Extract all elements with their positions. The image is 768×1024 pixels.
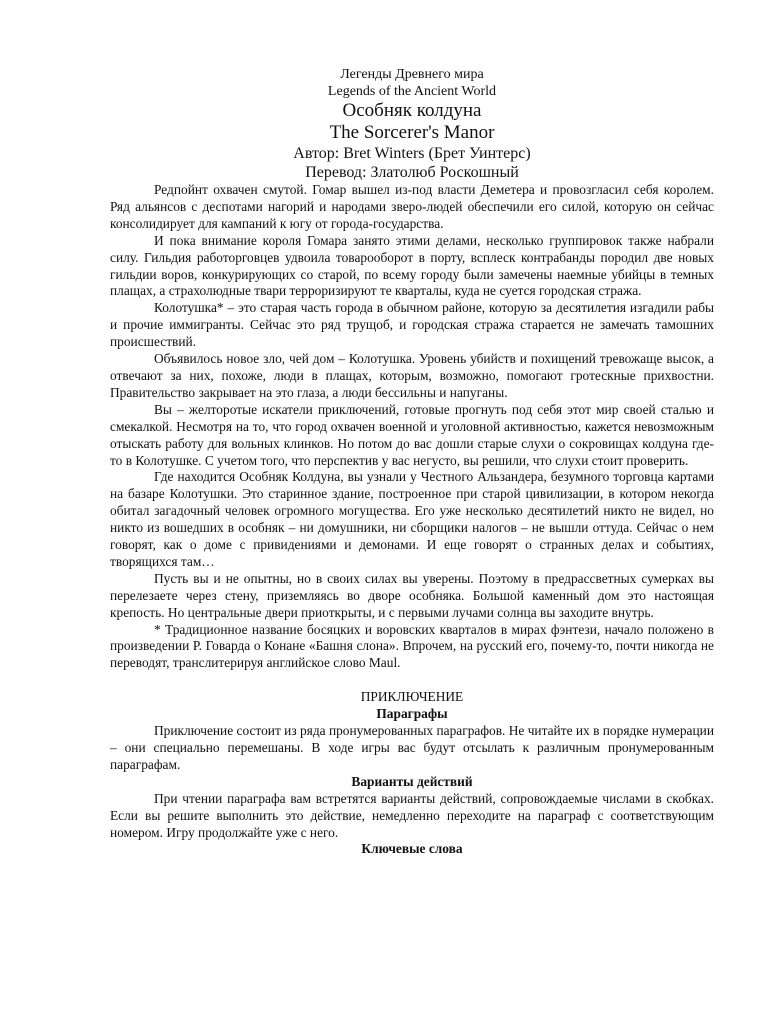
paragraphs-heading: Параграфы bbox=[376, 706, 448, 722]
document-page bbox=[110, 66, 714, 858]
actions-heading: Варианты действий bbox=[351, 773, 473, 789]
series-title-ru: Легенды Древнего мира bbox=[340, 67, 484, 82]
intro-paragraph-6: Где находится Особняк Колдуна, вы узнали у Честного Альзандера, безумного торговца картами на базаре Колотушки. Это старинное здание, построенное при старой цивилизации, в котором некогда обитал загадочный человек огромного могущества. Его уже несколько десятилетий никто не видел, но никто из вошедших в особняк – ни домушники, ни сборщики налогов – не вышли оттуда. Сейчас о нем говорят, как о доме с привидениями и демонами. И еще говорят о странных делах и событиях, творящихся там… bbox=[110, 469, 714, 569]
actions-text: При чтении параграфа вам встретятся варианты действий, сопровождаемые числами в скобках. Если вы решите выполнить это действие, немедленно переходите на параграф с соответствующим номером. Игру продолжайте уже с него. bbox=[110, 790, 714, 840]
intro-paragraph-5: Вы – желторотые искатели приключений, готовые прогнуть под себя этот мир своей сталью и смекалкой. Несмотря на то, что город охвачен военной и уголовной активностью, кажется невозможным отыскать работу для вольных клинков. Но потом до вас дошли старые слухи о сокровищах колдуна где-то в Колотушке. С учетом того, что перспектив у вас негусто, вы решили, что слухи стоит проверить. bbox=[110, 401, 714, 468]
footnote: * Традиционное название босяцких и воровских кварталов в мирах фэнтези, начало положено в произведении Р. Говарда о Конане «Башня слона». Впрочем, на русский его, почему-то, почти никогда не переводят, транслитерируя английское слово Maul. bbox=[110, 621, 714, 671]
keywords-heading: Ключевые слова bbox=[361, 841, 463, 857]
intro-paragraph-3: Колотушка* – это старая часть города в обычном районе, которую за десятилетия изгадили рабы и прочие иммигранты. Сейчас это ряд трущоб, и городская стража старается не замечать тамошних происшествий. bbox=[110, 300, 714, 350]
book-title-ru: Особняк колдуна bbox=[342, 100, 482, 121]
intro-paragraph-2: И пока внимание короля Гомара занято этими делами, несколько группировок также набрали силу. Гильдия работорговцев удвоила товарооборот в порту, всплеск контрабанды породил две новых гильдии воров, конкурирующих со старой, по всему городу были замечены наемные убийцы в темных плащах, а страхолюдные твари терроризируют те кварталы, куда не суется городская стража. bbox=[110, 232, 714, 299]
intro-paragraph-1: Редпойнт охвачен смутой. Гомар вышел из-под власти Деметера и провозгласил себя королем. Ряд альянсов с деспотами нагорий и народами зверо-людей обеспечили его силой, которую он сейчас консолидирует для кампаний к югу от города-государства. bbox=[110, 182, 714, 231]
author-line: Автор: Bret Winters (Брет Уинтерс) bbox=[293, 145, 531, 162]
paragraphs-text: Приключение состоит из ряда пронумерованных параграфов. Не читайте их в порядке нумерации – они специально перемешаны. В ходе игры вас будут отсылать к различным пронумерованным параграфам. bbox=[110, 723, 714, 772]
translator-line: Перевод: Златолюб Роскошный bbox=[305, 164, 519, 181]
section-title: ПРИКЛЮЧЕНИЕ bbox=[360, 689, 464, 705]
series-title-en: Legends of the Ancient World bbox=[327, 84, 497, 99]
intro-paragraph-7: Пусть вы и не опытны, но в своих силах вы уверены. Поэтому в предрассветных сумерках вы перелезаете через стену, приземляясь во дворе особняка. Большой каменный дом это настоящая крепость. Но центральные двери приоткрыты, и с первыми лучами солнца вы заходите внутрь. bbox=[110, 570, 714, 620]
book-title-en: The Sorcerer's Manor bbox=[329, 122, 495, 143]
intro-paragraph-4: Объявилось новое зло, чей дом – Колотушка. Уровень убийств и похищений тревожаще высок, а отвечают за них, похоже, люди в плащах, которым, возможно, помогают гротескные прихвостни. Правительство закрывает на это глаза, а люди бессильны и напуганы. bbox=[110, 351, 714, 400]
